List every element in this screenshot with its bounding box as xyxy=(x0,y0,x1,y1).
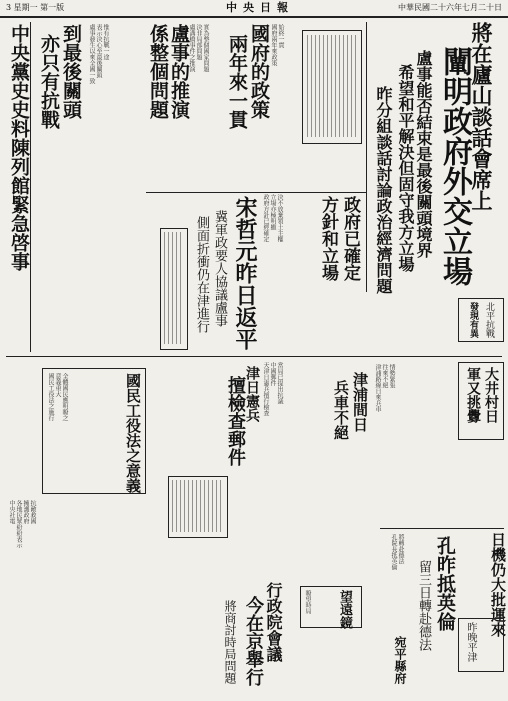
headline-exec-1: 行政院會議 xyxy=(264,582,283,662)
headline-song-2: 冀軍政要人協議盧事 xyxy=(212,210,227,327)
headline-policy-2: 兩年來一貫 xyxy=(226,34,248,129)
headline-exec-3: 將商討時局問題 xyxy=(223,600,237,684)
sidebar-box xyxy=(160,228,188,350)
headline-oi-2: 軍又挑釁 xyxy=(465,367,481,423)
headline-party-archive: 中央黨史史料陳列館緊急啓事 xyxy=(8,24,30,271)
divider xyxy=(30,22,31,352)
small-head-2: 發現有異 xyxy=(468,302,478,338)
notice-text xyxy=(172,480,222,532)
notice-box-2 xyxy=(168,476,228,538)
headline-jinpu-2: 兵車不絕 xyxy=(332,380,350,440)
headline-govt-1: 政府已確定 xyxy=(340,196,360,281)
headline-policy-1: 國府的政策 xyxy=(248,24,270,119)
headline-kong-1: 孔昨抵英倫 xyxy=(434,536,456,631)
headline-main-4: 希望和平解決但固守我方立場 xyxy=(396,64,415,272)
headline-last-stand-2: 亦只有抗戰 xyxy=(38,34,60,129)
headline-last-stand-1: 到最後關頭 xyxy=(60,24,82,119)
divider xyxy=(366,22,367,292)
article-body: 盧溝橋事件之推演決非局部問題實為整個國家問題 xyxy=(188,24,209,72)
sidebar-text xyxy=(164,232,184,344)
article-body: 政府方針已經確定立場亦極明顯決不放棄領土主權 xyxy=(262,194,283,242)
telescope-box xyxy=(300,586,362,628)
headline-main-2: 闡明政府外交立場 xyxy=(437,46,472,286)
headline-lugou-1: 盧事的推演 xyxy=(168,24,190,119)
telescope-text: 瞭望時局 xyxy=(304,590,311,614)
article-body: 孔院長抵英倫將轉赴德法 xyxy=(390,534,404,570)
labor-law-box xyxy=(42,368,146,494)
headline-song-3: 側面折衝仍在津進行 xyxy=(194,216,209,333)
headline-main-3: 盧事能否結束是最後關頭境界 xyxy=(414,50,433,258)
headline-oi-1: 大井村日 xyxy=(483,367,499,423)
headline-govt-2: 方針和立場 xyxy=(318,196,338,281)
headline-lugou-2: 係整個問題 xyxy=(147,24,169,119)
article-body: 津浦路線日來兵車往來不絕情勢緊張 xyxy=(374,364,395,412)
masthead-date: 中華民國二十六年七月二十日 xyxy=(398,3,502,12)
headline-labor: 國民工役法之意義 xyxy=(124,373,142,493)
headline-song-1: 宋哲元昨日返平 xyxy=(232,196,258,350)
divider xyxy=(380,528,504,529)
headline-main-1: 將在廬山談話會席上 xyxy=(469,22,494,211)
headline-jinpu-1: 津浦間日 xyxy=(351,372,369,432)
small-box-2 xyxy=(458,618,504,672)
masthead-edition: 3 星期一 第一版 xyxy=(6,3,65,12)
article-body: 國府兩年來政策始終一貫 xyxy=(270,24,284,66)
headline-exec-2: 今在京舉行 xyxy=(243,596,264,686)
divider xyxy=(6,356,502,357)
masthead-title: 中央日報 xyxy=(226,1,294,14)
headline-japan-planes: 日機仍大批運來 xyxy=(489,532,507,637)
small-box-1 xyxy=(458,298,504,342)
small-head-4: 宛平縣府 xyxy=(393,636,407,684)
article-body: 中央社電各地民眾紛紛表示擁護政府抗敵救國 xyxy=(8,500,36,548)
headline-jp-search-2: 擅檢查郵件 xyxy=(225,376,246,466)
notice-text xyxy=(307,35,357,137)
headline-jp-search-1: 津日憲兵 xyxy=(244,366,260,422)
headline-main-5: 昨分組談話討論政治經濟問題 xyxy=(374,86,393,294)
masthead xyxy=(0,0,508,18)
small-head-1: 北平抗戰 xyxy=(484,302,494,338)
article-body: 天津日憲兵擅行檢查中國郵件當局已提出抗議 xyxy=(262,362,283,416)
oi-village-box xyxy=(458,362,504,440)
notice-box xyxy=(302,30,362,144)
headline-kong-2: 留三日轉赴德法 xyxy=(416,560,431,651)
divider xyxy=(146,192,366,193)
article-body: 盧事發生以來全國一致表示決心至最後關頭惟有抗戰一途 xyxy=(88,24,109,84)
article-body: 國民工役法之施行意義重大全體國民應明瞭之 xyxy=(47,373,68,421)
headline-telescope: 望遠鏡 xyxy=(337,590,352,629)
small-head-3: 昨晚平津 xyxy=(465,622,476,662)
